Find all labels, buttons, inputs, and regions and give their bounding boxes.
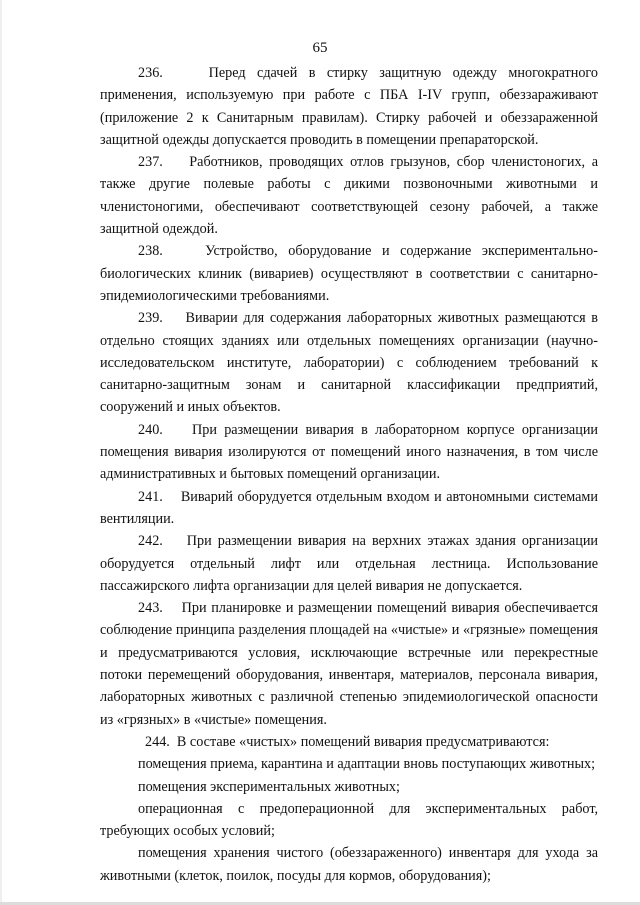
page-number: 65 — [312, 40, 328, 56]
paragraph-text: Перед сдачей в стирку защитную одежду многократного применения, используемую при работе с ПБА I-IV групп, обеззараживают (приложение 2 к Санитарным правилам). Стирку рабочей и обеззараженной защитной одежды допускается проводить в помещении препараторской. — [100, 65, 598, 148]
paragraph-text: При планировке и размещении помещений вивария обеспечивается соблюдение принципа разделения площадей на «чистые» и «грязные» помещения и предусматриваются условия, исключающие встречные или перекрестные потоки перемещений оборудования, инвентаря, материалов, персонала вивария, лабораторных животных с различной степенью эпидемиологической опасности из «грязных» в «чистые» помещения. — [100, 600, 598, 728]
paragraph-text: В составе «чистых» помещений вивария предусматриваются: — [176, 733, 550, 750]
paragraph-text: При размещении вивария в лабораторном корпусе организации помещения вивария изолируются от помещений иного назначения, в том числе административных и бытовых помещений организации. — [100, 421, 598, 483]
list-item: помещения экспериментальных животных; — [138, 778, 400, 795]
paragraph-text: Виварии для содержания лабораторных животных размещаются в отдельно стоящих зданиях или отдельных помещениях организации (научно-исследовательском институте, лаборатории) с соблюдением требований к санитарно-защитным зонам и санитарной классификации предприятий, сооружений и иных объектов. — [100, 310, 599, 416]
list-item: помещения хранения чистого (обеззараженного) инвентаря для ухода за животными (клеток, поилок, посуды для кормов, оборудования); — [100, 845, 598, 884]
paragraph-number: 238. — [138, 243, 163, 260]
document-body — [100, 62, 598, 887]
paragraph-239 — [100, 307, 598, 418]
paragraph-number: 239. — [138, 310, 163, 327]
paragraph-text: Виварий оборудуется отдельным входом и автономными системами вентиляции. — [100, 488, 598, 527]
paragraph-number: 243. — [138, 600, 163, 617]
paragraph-number: 244. — [145, 733, 170, 750]
paragraph-238 — [100, 240, 598, 307]
paragraph-240 — [100, 419, 598, 486]
paragraph-number: 236. — [138, 65, 163, 81]
paragraph-number: 237. — [138, 154, 163, 171]
list-item: операционная с предоперационной для экспериментальных работ, требующих особых условий; — [100, 800, 598, 840]
paragraph-241 — [100, 486, 598, 531]
paragraph-244 — [100, 731, 598, 753]
scan-edge-left — [0, 0, 2, 905]
paragraph-number: 241. — [138, 488, 163, 505]
paragraph-number: 240. — [138, 421, 163, 438]
paragraph-237 — [100, 151, 598, 240]
paragraph-236 — [100, 62, 598, 151]
paragraph-text: Работников, проводящих отлов грызунов, сбор членистоногих, а также другие полевые работы с дикими позвоночными животными и членистоногими, обеспечивают соответствующей сезону рабочей, а также защитной одеждой. — [100, 154, 599, 238]
paragraph-text: При размещении вивария на верхних этажах здания организации оборудуется отдельный лифт или отдельная лестница. Использование пассажирского лифта организации для целей вивария не допускается. — [100, 533, 599, 594]
paragraph-242 — [100, 530, 598, 597]
paragraph-number: 242. — [138, 533, 163, 550]
list-item: помещения приема, карантина и адаптации вновь поступающих животных; — [138, 756, 596, 773]
paragraph-243 — [100, 597, 598, 731]
paragraph-text: Устройство, оборудование и содержание экспериментально-биологических клиник (вивариев) осуществляют в соответствии с санитарно-эпидемиологическими требованиями. — [100, 243, 598, 304]
